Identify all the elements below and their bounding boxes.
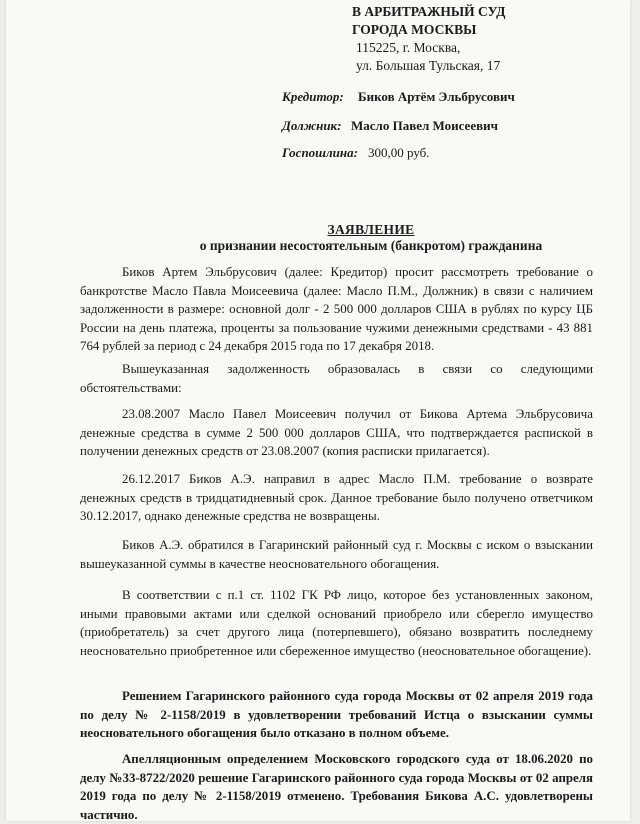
paragraph-circumstances-intro: Вышеуказанная задолженность образовалась в связи со следующими обстоятельствами: [80, 362, 593, 395]
debtor-value: Масло Павел Моисеевич [351, 118, 498, 133]
document-subtitle: о признании несостоятельным (банкротом) гражданина [199, 238, 543, 253]
creditor-value: Биков Артём Эльбрусович [358, 89, 515, 104]
document-title: ЗАЯВЛЕНИЕ [327, 222, 415, 237]
fee-value: 300,00 руб. [368, 145, 430, 160]
court-name-line2: ГОРОДА МОСКВЫ [352, 22, 477, 37]
paragraph-appeal-ruling: Апелляционным определением Московского городского суда от 18.06.2020 по делу №33-8722/2020 решение Гагаринского районного суда города Москвы от 02 апреля 2019 года по делу № 2-1158/2019 отменено. Требования Бикова А.С. удовлетворены частично. [80, 752, 593, 822]
court-address-block [352, 3, 505, 75]
court-address-line2: ул. Большая Тульская, 17 [356, 58, 501, 73]
debtor-label: Должник: [282, 118, 342, 133]
paragraph-demand-2017: 26.12.2017 Биков А.Э. направил в адрес Масло П.М. требование о возврате денежных средств в тридцатидневный срок. Данное требование было получено ответчиком 30.12.2017, однако денежные средства не возвращены. [80, 472, 593, 524]
creditor-label: Кредитор: [282, 89, 344, 104]
paragraph-loan-2007: 23.08.2007 Масло Павел Моисеевич получил от Бикова Артема Эльбрусовича денежные средства в сумме 2 500 000 долларов США, что подтверждается распиской в получении денежных средств от 23.08.2007 (копия расписки прилагается). [80, 407, 593, 459]
paragraph-lawsuit: Биков А.Э. обратился в Гагаринский районный суд г. Москвы с иском о взыскании вышеуказанной суммы в качестве неосновательного обогащения. [80, 538, 593, 571]
fee-label: Госпошлина: [282, 145, 358, 160]
court-address-line1: 115225, г. Москва, [356, 40, 461, 55]
paragraph-district-court-decision: Решением Гагаринского районного суда города Москвы от 02 апреля 2019 года по делу № 2-1158/2019 в удовлетворении требований Истца о взыскании суммы неосновательного обогащения было отказано в полном объеме. [80, 689, 593, 741]
court-name-line1: В АРБИТРАЖНЫЙ СУД [352, 4, 506, 19]
paragraph-claim: Биков Артем Эльбрусович (далее: Кредитор) просит рассмотреть требование о банкротстве Масло Павла Моисеевича (далее: Масло П.М., Должник) в связи с наличием задолженности в размере: основной долг - 2 500 000 долларов США в рублях по курсу ЦБ России на день платежа, проценты за пользование чужими денежными средствами - 43 881 764 рублей за период с 24 декабря 2015 года по 17 декабря 2018. [80, 265, 593, 354]
paragraph-civil-code: В соответствии с п.1 ст. 1102 ГК РФ лицо, которое без установленных законом, иными правовыми актами или сделкой оснований приобрело или сберегло имущество (приобретатель) за счет другого лица (потерпевшего), обязано возвратить последнему неосновательно приобретенное или сбереженное имущество (неосновательное обогащение). [80, 588, 593, 658]
document-page [6, 0, 630, 821]
